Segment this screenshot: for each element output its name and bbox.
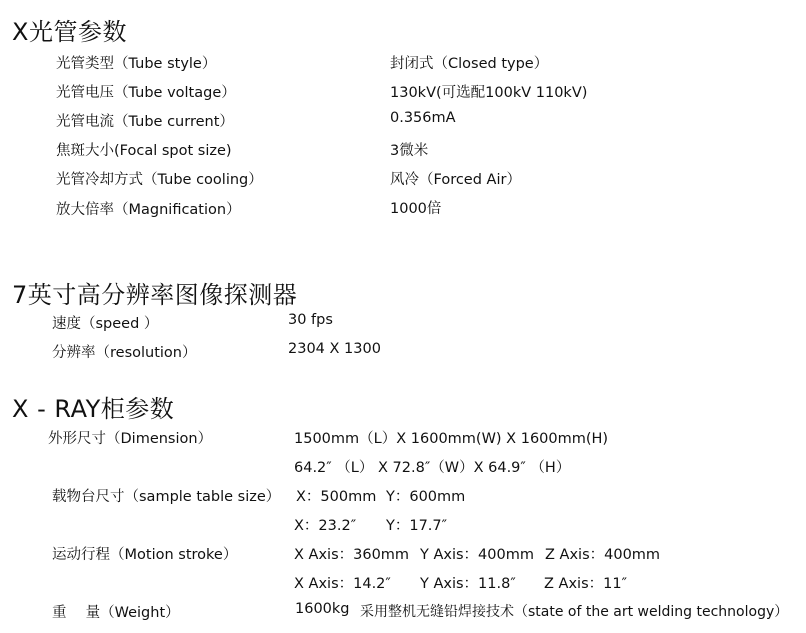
motion-stroke-label: 运动行程（Motion stroke） <box>52 547 238 563</box>
tube-voltage-label: 光管电压（Tube voltage） <box>56 85 236 101</box>
dimension-value-in: 64.2″ （L） X 72.8″（W）X 64.9″ （H） <box>294 460 571 476</box>
stroke-z-mm: Z Axis：400mm <box>545 547 661 563</box>
weight-label: 重 量（Weight） <box>52 605 180 621</box>
focal-spot-value: 3微米 <box>390 143 429 159</box>
tube-current-label: 光管电流（Tube current） <box>56 114 234 130</box>
tube-cooling-label: 光管冷却方式（Tube cooling） <box>56 172 263 188</box>
tube-style-value: 封闭式（Closed type） <box>390 56 549 72</box>
cabinet-section-title: X - RAY柜参数 <box>12 395 175 423</box>
table-x-in: X：23.2″ <box>294 518 357 534</box>
stroke-x-mm: X Axis：360mm <box>294 547 410 563</box>
table-y-mm: Y：600mm <box>386 489 466 505</box>
stroke-y-in: Y Axis：11.8″ <box>420 576 516 592</box>
tube-current-value: 0.356mA <box>390 110 456 126</box>
stroke-x-in: X Axis：14.2″ <box>294 576 391 592</box>
dimension-value-mm: 1500mm（L）X 1600mm(W) X 1600mm(H) <box>294 431 609 447</box>
speed-label: 速度（speed ） <box>52 316 159 332</box>
resolution-value: 2304 X 1300 <box>288 341 381 357</box>
focal-spot-label: 焦斑大小(Focal spot size) <box>56 143 232 159</box>
table-y-in: Y：17.7″ <box>386 518 448 534</box>
stroke-y-mm: Y Axis：400mm <box>420 547 534 563</box>
dimension-label: 外形尺寸（Dimension） <box>48 431 213 447</box>
detector-section-title: 7英寸高分辨率图像探测器 <box>12 281 298 309</box>
welding-note: 采用整机无缝铅焊接技术（state of the art welding technology） <box>360 604 789 620</box>
speed-value: 30 fps <box>288 312 333 328</box>
tube-section-title: X光管参数 <box>12 18 127 46</box>
stroke-z-in: Z Axis：11″ <box>544 576 627 592</box>
tube-style-label: 光管类型（Tube style） <box>56 56 217 72</box>
sample-table-label: 载物台尺寸（sample table size） <box>52 489 281 505</box>
tube-voltage-value: 130kV(可选配100kV 110kV) <box>390 85 588 101</box>
tube-cooling-value: 风冷（Forced Air） <box>390 172 521 188</box>
weight-value: 1600kg <box>295 601 350 617</box>
magnification-value: 1000倍 <box>390 201 442 217</box>
magnification-label: 放大倍率（Magnification） <box>56 202 241 218</box>
resolution-label: 分辨率（resolution） <box>52 345 197 361</box>
table-x-mm: X：500mm <box>296 489 377 505</box>
